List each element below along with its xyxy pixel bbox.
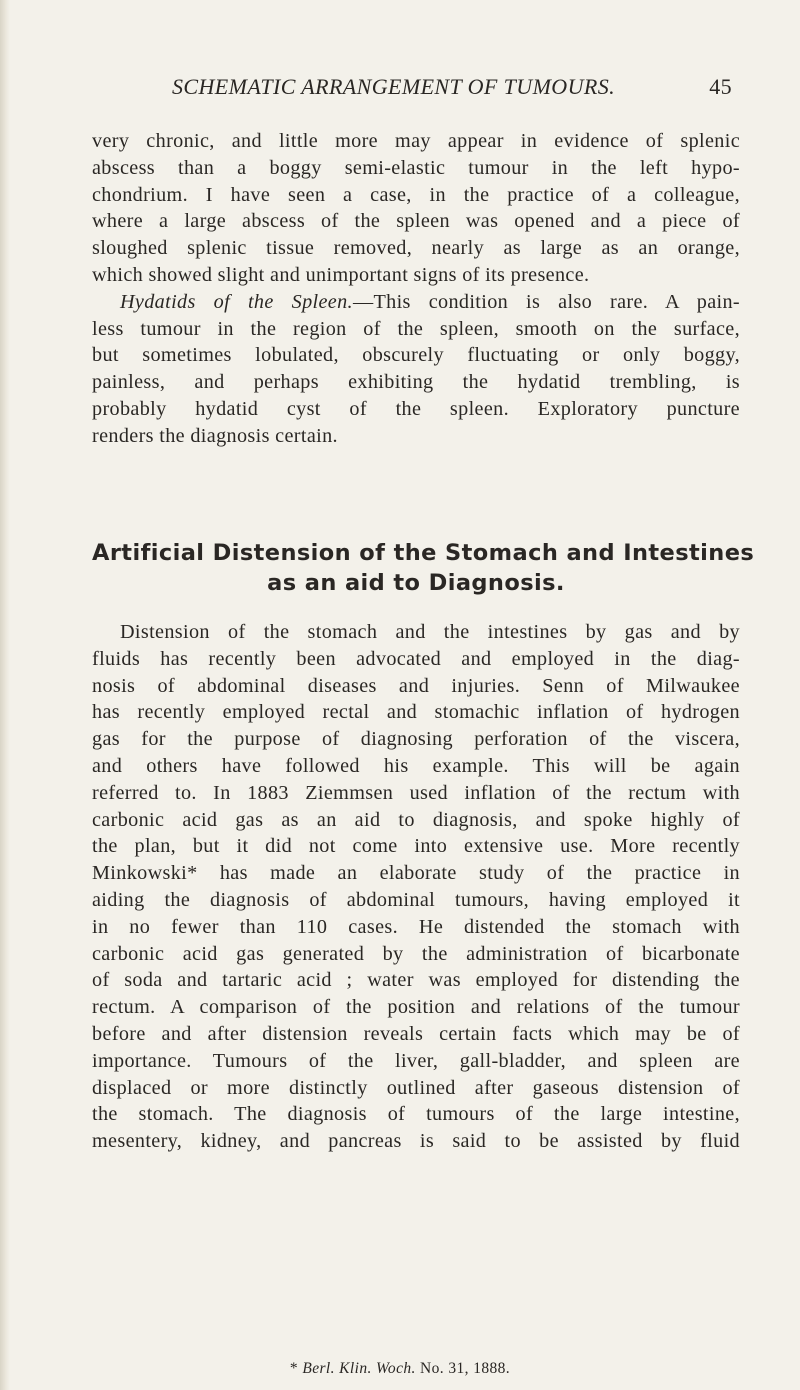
hydatids-first-line-text: —This condition is also rare. A pain- <box>352 290 740 313</box>
text-line: renders the diagnosis certain. <box>92 424 338 447</box>
text-line: painless, and perhaps exhibiting the hydatid trembling, is <box>92 371 740 394</box>
text-line: carbonic acid gas as an aid to diagnosis, and spoke highly of <box>92 808 740 831</box>
footnote-marker: * <box>289 1360 303 1377</box>
text-line: importance. Tumours of the liver, gall-bladder, and spleen are <box>92 1049 740 1072</box>
text-line: and others have followed his example. This will be again <box>92 754 740 777</box>
text-line: less tumour in the region of the spleen, smooth on the surface, <box>92 317 740 340</box>
text-line: the plan, but it did not come into extensive use. More recently <box>92 835 740 858</box>
text-line: mesentery, kidney, and pancreas is said to be assisted by fluid <box>92 1130 740 1153</box>
running-head <box>172 74 732 104</box>
text-line: nosis of abdominal diseases and injuries. Senn of Milwaukee <box>92 674 740 697</box>
text-line: fluids has recently been advocated and employed in the diag- <box>92 647 740 670</box>
footnote-detail: No. 31, 1888. <box>415 1360 511 1377</box>
hydatids-run-in-title: Hydatids of the Spleen. <box>120 290 353 313</box>
text-line: but sometimes lobulated, obscurely fluctuating or only boggy, <box>92 344 740 367</box>
text-line: sloughed splenic tissue removed, nearly as large as an orange, <box>92 237 740 260</box>
section-heading-line-2: as an aid to Diagnosis. <box>267 570 565 596</box>
page-binding-edge <box>0 0 10 1390</box>
text-line: of soda and tartaric acid ; water was employed for distending the <box>92 969 740 992</box>
text-line: Distension of the stomach and the intestines by gas and by <box>120 621 740 643</box>
spleen-abscess-paragraph <box>92 128 740 450</box>
text-line: chondrium. I have seen a case, in the practice of a colleague, <box>92 183 740 206</box>
text-line: rectum. A comparison of the position and relations of the tumour <box>92 996 740 1019</box>
text-line: has recently employed rectal and stomachic inflation of hydrogen <box>92 701 740 724</box>
text-line: which showed slight and unimportant signs of its presence. <box>92 263 590 286</box>
section-heading-line-1: Artificial Distension of the Stomach and Intestines <box>92 540 755 566</box>
text-line: before and after distension reveals certain facts which may be of <box>92 1022 740 1045</box>
footnote <box>0 1360 800 1378</box>
text-line: the stomach. The diagnosis of tumours of the large intestine, <box>92 1103 740 1126</box>
text-line: gas for the purpose of diagnosing perforation of the viscera, <box>92 728 740 751</box>
footnote-source: Berl. Klin. Woch. <box>302 1360 416 1377</box>
text-line: where a large abscess of the spleen was opened and a piece of <box>92 210 740 233</box>
hydatids-first-line <box>92 289 740 316</box>
text-line: in no fewer than 110 cases. He distended the stomach with <box>92 915 740 938</box>
running-title: SCHEMATIC ARRANGEMENT OF TUMOURS. <box>172 74 616 99</box>
text-line: referred to. In 1883 Ziemmsen used inflation of the rectum with <box>92 781 740 804</box>
text-line: abscess than a boggy semi-elastic tumour in the left hypo- <box>92 156 740 179</box>
text-line: aiding the diagnosis of abdominal tumours, having employed it <box>92 888 740 911</box>
text-line: probably hydatid cyst of the spleen. Exploratory puncture <box>92 397 740 420</box>
text-line: carbonic acid gas generated by the administration of bicarbonate <box>92 942 740 965</box>
distension-paragraph <box>92 619 740 1155</box>
text-line: very chronic, and little more may appear in evidence of splenic <box>92 130 740 152</box>
page-number: 45 <box>709 74 732 99</box>
text-line: displaced or more distinctly outlined after gaseous distension of <box>92 1076 740 1099</box>
section-heading <box>92 538 755 598</box>
text-line: Minkowski* has made an elaborate study of the practice in <box>92 862 740 885</box>
